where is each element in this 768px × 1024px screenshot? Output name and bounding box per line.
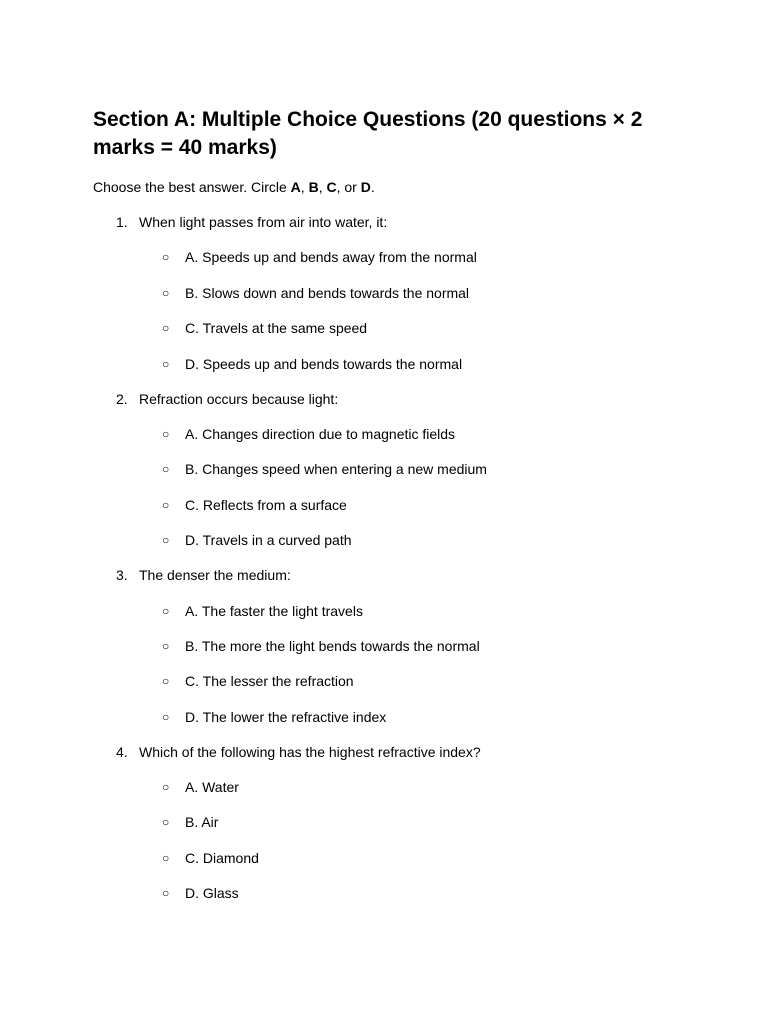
instructions-prefix: Choose the best answer. Circle: [93, 179, 291, 195]
circle-bullet-icon: ○: [162, 709, 170, 724]
option-text: C. Diamond: [185, 849, 259, 866]
option-item: [93, 813, 693, 831]
instructions-suffix: .: [370, 179, 375, 195]
circle-bullet-icon: ○: [162, 356, 170, 371]
option-text: C. The lesser the refraction: [185, 673, 354, 690]
option-item: [93, 849, 693, 867]
option-text: D. Speeds up and bends towards the normal: [185, 355, 463, 372]
option-text: D. Travels in a curved path: [185, 532, 352, 549]
option-item: [93, 248, 693, 266]
question-item: [93, 743, 693, 903]
question-row: [93, 390, 693, 408]
option-item: [93, 496, 693, 514]
circle-bullet-icon: ○: [162, 674, 170, 689]
question-row: [93, 213, 693, 231]
option-item: [93, 319, 693, 337]
option-text: B. Slows down and bends towards the normal: [185, 284, 470, 301]
circle-bullet-icon: ○: [162, 638, 170, 653]
option-item: [93, 637, 693, 655]
question-item: [93, 213, 693, 373]
question-number: 3.: [116, 567, 128, 584]
option-item: [93, 672, 693, 690]
option-text: B. Changes speed when entering a new medium: [185, 461, 487, 478]
instructions: [93, 178, 693, 196]
option-item: [93, 708, 693, 726]
question-row: [93, 566, 693, 584]
choice-letter-d: D: [360, 179, 371, 195]
circle-bullet-icon: ○: [162, 603, 170, 618]
question-number: 4.: [116, 743, 128, 760]
option-text: A. Speeds up and bends away from the normal: [185, 249, 477, 266]
option-text: C. Reflects from a surface: [185, 496, 347, 513]
option-text: D. The lower the refractive index: [185, 708, 387, 725]
option-item: [93, 778, 693, 796]
option-list: [93, 425, 693, 549]
question-row: [93, 743, 693, 761]
question-text: Which of the following has the highest refractive index?: [139, 743, 481, 760]
option-item: [93, 884, 693, 902]
option-list: [93, 248, 693, 372]
circle-bullet-icon: ○: [162, 497, 170, 512]
option-list: [93, 778, 693, 902]
document-page: [93, 106, 693, 902]
question-list: [93, 213, 693, 902]
option-text: C. Travels at the same speed: [185, 320, 368, 337]
option-text: D. Glass: [185, 885, 239, 902]
option-text: A. Water: [185, 779, 239, 796]
circle-bullet-icon: ○: [162, 850, 170, 865]
option-text: B. Air: [185, 814, 219, 831]
instructions-separator: , or: [336, 179, 361, 195]
circle-bullet-icon: ○: [162, 780, 170, 795]
choice-letter-b: B: [308, 179, 319, 195]
circle-bullet-icon: ○: [162, 285, 170, 300]
circle-bullet-icon: ○: [162, 815, 170, 830]
circle-bullet-icon: ○: [162, 426, 170, 441]
choice-letter-a: A: [290, 179, 301, 195]
option-item: [93, 425, 693, 443]
question-item: [93, 566, 693, 726]
question-text: When light passes from air into water, it:: [139, 214, 388, 230]
option-item: [93, 531, 693, 549]
question-number: 1.: [116, 214, 128, 230]
option-list: [93, 602, 693, 726]
question-text: Refraction occurs because light:: [139, 390, 339, 407]
option-text: A. The faster the light travels: [185, 602, 363, 619]
option-item: [93, 355, 693, 373]
option-text: A. Changes direction due to magnetic fields: [185, 425, 456, 442]
option-item: [93, 284, 693, 302]
instructions-separator: ,: [318, 179, 327, 195]
option-item: [93, 602, 693, 620]
circle-bullet-icon: ○: [162, 462, 170, 477]
question-item: [93, 390, 693, 550]
choice-letter-c: C: [326, 179, 337, 195]
question-text: The denser the medium:: [139, 567, 291, 584]
option-text: B. The more the light bends towards the normal: [185, 637, 480, 654]
circle-bullet-icon: ○: [162, 250, 170, 265]
instructions-separator: ,: [300, 179, 309, 195]
circle-bullet-icon: ○: [162, 886, 170, 901]
section-title: Section A: Multiple Choice Questions (20 questions × 2 marks = 40 marks): [93, 108, 643, 159]
circle-bullet-icon: ○: [162, 533, 170, 548]
question-number: 2.: [116, 390, 128, 407]
option-item: [93, 460, 693, 478]
circle-bullet-icon: ○: [162, 321, 170, 336]
